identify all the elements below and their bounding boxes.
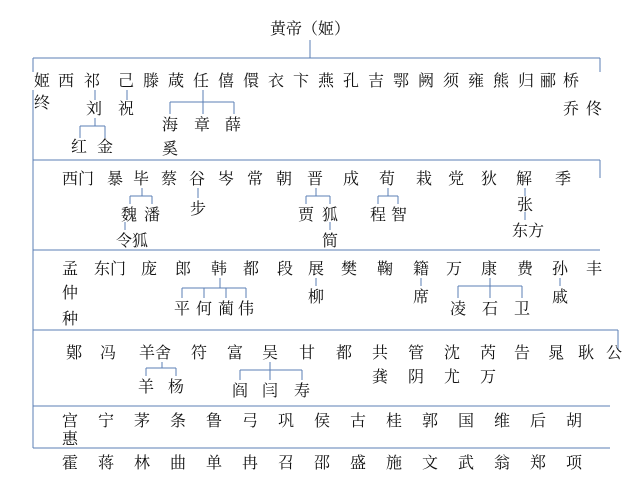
surname-node: 毕: [133, 169, 150, 188]
surname-node: 伟: [238, 299, 255, 318]
surname-node: 石: [482, 299, 499, 318]
surname-node: 宫: [62, 411, 79, 430]
surname-node: 霍: [62, 453, 79, 472]
surname-node: 都: [336, 343, 353, 362]
surname-node: 谷: [189, 169, 206, 188]
surname-node: 段: [277, 259, 294, 278]
surname-node: 东门: [94, 259, 127, 278]
surname-node: 蔡: [161, 169, 178, 188]
surname-node: 解: [516, 169, 533, 188]
surname-node: 闫: [262, 381, 279, 400]
surname-node: 桥: [563, 71, 580, 90]
surname-node: 孔: [343, 71, 360, 90]
surname-node: 孟: [62, 259, 79, 278]
surname-node: 费: [517, 259, 534, 278]
surname-node: 席: [413, 287, 430, 306]
surname-node: 宁: [98, 411, 115, 430]
surname-node: 奚: [162, 139, 179, 158]
surname-node: 晋: [307, 169, 324, 188]
surname-node: 桂: [386, 411, 403, 430]
surname-node: 韩: [211, 259, 228, 278]
surname-node: 惠: [62, 429, 79, 448]
surname-node: 仲: [62, 283, 79, 302]
surname-node: 海: [162, 115, 179, 134]
surname-node: 郑: [530, 453, 547, 472]
surname-node: 万: [480, 367, 497, 386]
surname-node: 告: [514, 343, 531, 362]
surname-node: 平: [174, 299, 191, 318]
surname-node: 召: [278, 453, 295, 472]
surname-node: 蒋: [98, 453, 115, 472]
surname-node: 甘: [299, 343, 316, 362]
surname-node: 何: [196, 299, 213, 318]
surname-node: 卞: [293, 71, 310, 90]
surname-node: 终: [34, 93, 51, 112]
diagram-title: 黄帝（姬）: [270, 19, 351, 38]
surname-node: 薛: [225, 115, 242, 134]
surname-node: 乔: [563, 99, 580, 118]
surname-node: 樊: [341, 259, 358, 278]
surname-node: 鄚: [66, 343, 83, 362]
surname-node: 姬: [34, 71, 51, 90]
surname-node: 阎: [232, 381, 249, 400]
surname-node: 武: [458, 453, 475, 472]
surname-node: 葴: [168, 71, 185, 90]
surname-node: 令狐: [116, 231, 149, 250]
surname-node: 寿: [294, 381, 311, 400]
surname-node: 都: [243, 259, 260, 278]
surname-node: 朝: [276, 169, 293, 188]
surname-node: 巩: [278, 411, 295, 430]
surname-node: 僖: [218, 71, 235, 90]
surname-node: 丰: [586, 259, 603, 278]
surname-node: 茅: [134, 411, 151, 430]
surname-node: 尤: [444, 367, 461, 386]
surname-node: 公: [606, 343, 623, 362]
surname-node: 古: [350, 411, 367, 430]
surname-node: 文: [422, 453, 439, 472]
surname-node: 符: [191, 343, 208, 362]
surname-node: 熊: [493, 71, 510, 90]
surname-node: 荀: [379, 169, 396, 188]
surname-node: 孙: [552, 259, 569, 278]
surname-node: 红: [71, 137, 88, 156]
surname-node: 燕: [318, 71, 335, 90]
surname-node: 雍: [468, 71, 485, 90]
surname-node: 翁: [494, 453, 511, 472]
surname-node: 程: [370, 205, 387, 224]
surname-node: 施: [386, 453, 403, 472]
surname-node: 戚: [552, 287, 569, 306]
surname-node: 步: [190, 199, 207, 218]
surname-node: 狐: [322, 205, 339, 224]
surname-node: 龚: [372, 367, 389, 386]
surname-node: 郎: [175, 259, 192, 278]
surname-node: 盛: [350, 453, 367, 472]
surname-node: 任: [193, 71, 210, 90]
surname-node: 侯: [314, 411, 331, 430]
surname-node: 智: [391, 205, 408, 224]
surname-node: 耿: [578, 343, 595, 362]
surname-node: 管: [408, 343, 425, 362]
surname-node: 吉: [368, 71, 385, 90]
surname-node: 吴: [262, 343, 279, 362]
surname-node: 蔺: [218, 299, 235, 318]
surname-node: 张: [517, 195, 534, 214]
surname-node: 羊: [138, 377, 155, 396]
surname-node: 狄: [481, 169, 498, 188]
surname-node: 展: [308, 259, 325, 278]
surname-node: 暴: [107, 169, 124, 188]
surname-node: 阴: [408, 367, 425, 386]
surname-node: 贾: [298, 205, 315, 224]
surname-node: 儇: [243, 71, 260, 90]
surname-node: 庞: [141, 259, 158, 278]
surname-node: 康: [481, 259, 498, 278]
surname-node: 万: [446, 259, 463, 278]
surname-node: 阙: [418, 71, 435, 90]
surname-node: 栽: [416, 169, 433, 188]
surname-node: 芮: [480, 343, 497, 362]
surname-node: 冉: [242, 453, 259, 472]
surname-node: 富: [227, 343, 244, 362]
surname-node: 季: [555, 169, 572, 188]
surname-node: 共: [372, 343, 389, 362]
surname-node: 鄂: [393, 71, 410, 90]
surname-node: 沈: [444, 343, 461, 362]
surname-node: 常: [247, 169, 264, 188]
surname-node: 鲁: [206, 411, 223, 430]
surname-node: 党: [448, 169, 465, 188]
surname-node: 维: [494, 411, 511, 430]
surname-node: 衣: [268, 71, 285, 90]
surname-node: 魏: [121, 205, 138, 224]
surname-node: 东方: [512, 221, 545, 240]
surname-node: 后: [530, 411, 547, 430]
surname-node: 条: [170, 411, 187, 430]
surname-node: 滕: [143, 71, 160, 90]
surname-node: 西门: [62, 169, 95, 188]
surname-node: 单: [206, 453, 223, 472]
surname-node: 刘: [86, 99, 103, 118]
surname-node: 羊舍: [139, 343, 172, 362]
surname-node: 柳: [308, 287, 325, 306]
surname-node: 章: [194, 115, 211, 134]
surname-node: 祁: [84, 71, 101, 90]
surname-node: 祝: [118, 99, 135, 118]
surname-node: 归: [518, 71, 535, 90]
surname-node: 国: [458, 411, 475, 430]
surname-node: 胡: [566, 411, 583, 430]
surname-node: 西: [58, 71, 75, 90]
surname-node: 冯: [100, 343, 117, 362]
surname-node: 潘: [144, 205, 161, 224]
surname-node: 佟: [586, 99, 603, 118]
surname-node: 成: [343, 169, 360, 188]
surname-node: 晁: [548, 343, 565, 362]
surname-node: 己: [118, 71, 135, 90]
surname-node: 曲: [170, 453, 187, 472]
surname-node: 岑: [218, 169, 235, 188]
surname-node: 简: [322, 231, 339, 250]
surname-node: 须: [443, 71, 460, 90]
surname-node: 郦: [540, 71, 557, 90]
surname-node: 金: [97, 137, 114, 156]
surname-node: 鞠: [377, 259, 394, 278]
surname-node: 弓: [242, 411, 259, 430]
surname-node: 杨: [168, 377, 185, 396]
surname-node: 种: [62, 309, 79, 328]
surname-node: 项: [566, 453, 583, 472]
surname-node: 邵: [314, 453, 331, 472]
surname-node: 郭: [422, 411, 439, 430]
surname-node: 卫: [514, 299, 531, 318]
surname-node: 凌: [450, 299, 467, 318]
surname-node: 林: [134, 453, 151, 472]
surname-node: 籍: [413, 259, 430, 278]
